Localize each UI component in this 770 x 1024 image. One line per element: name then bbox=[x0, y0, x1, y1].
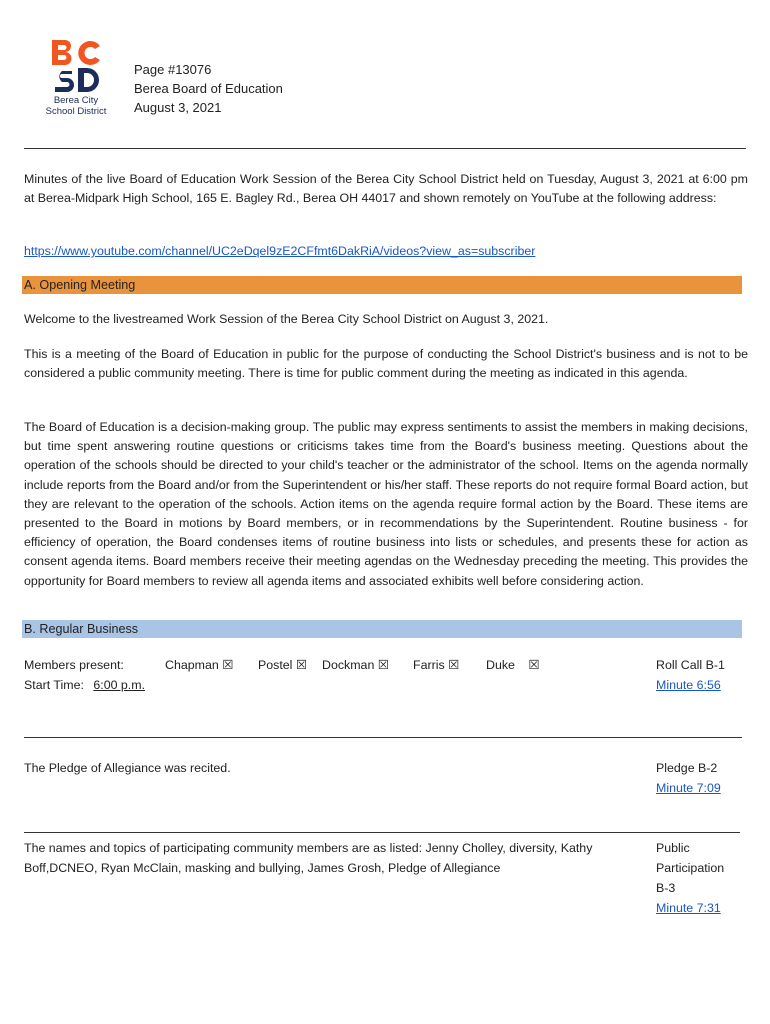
member-name: Postel bbox=[258, 658, 293, 672]
pledge-minute-link[interactable]: Minute 7:09 bbox=[656, 781, 721, 795]
public-participation-reference bbox=[656, 838, 724, 918]
meeting-date: August 3, 2021 bbox=[134, 100, 222, 115]
logo-text-line1: Berea City bbox=[53, 95, 99, 106]
start-time-label: Start Time: bbox=[24, 678, 84, 692]
member-name: Chapman bbox=[165, 658, 219, 672]
member-name: Duke bbox=[486, 658, 515, 672]
checked-box-icon: ☒ bbox=[448, 658, 460, 672]
pledge-label: Pledge B-2 bbox=[656, 761, 718, 775]
organization-name: Berea Board of Education bbox=[134, 81, 283, 96]
divider bbox=[24, 832, 740, 833]
public-label: Public bbox=[656, 841, 690, 855]
member-dockman bbox=[322, 655, 389, 675]
district-logo bbox=[36, 38, 116, 120]
section-number: B-3 bbox=[656, 881, 676, 895]
public-meeting-paragraph: This is a meeting of the Board of Education in public for the purpose of conducting the School District's business and is not to be considered a public community meeting. There is time for public comment during the meeting as indicated in this agenda. bbox=[24, 347, 748, 381]
checked-box-icon: ☒ bbox=[295, 658, 307, 672]
section-b-header: B. Regular Business bbox=[22, 620, 742, 638]
roll-call-label: Roll Call B-1 bbox=[656, 658, 725, 672]
logo-caption bbox=[36, 95, 116, 117]
checked-box-icon: ☒ bbox=[528, 658, 540, 672]
public-minute-link[interactable]: Minute 7:31 bbox=[656, 901, 721, 915]
document-header bbox=[134, 60, 283, 117]
member-farris bbox=[413, 655, 459, 675]
start-time bbox=[24, 675, 145, 695]
members-present-label: Members present: bbox=[24, 658, 124, 672]
participation-label: Participation bbox=[656, 861, 725, 875]
checked-box-icon: ☒ bbox=[377, 658, 389, 672]
roll-call-minute-link[interactable]: Minute 6:56 bbox=[656, 678, 721, 692]
roll-call-reference bbox=[656, 655, 725, 695]
member-name: Dockman bbox=[322, 658, 375, 672]
section-a-header: A. Opening Meeting bbox=[22, 276, 742, 294]
member-postel bbox=[258, 655, 307, 675]
board-role-paragraph: The Board of Education is a decision-making group. The public may express sentiments to assist the members in making decisions, but time spent answering routine questions or criticisms takes time from the Board's business meeting. Questions about the operation of the schools should be directed to your child's teacher or the administrator of the school. Items on the agenda normally include reports from the Board and/or from the Superintendent or his/her staff. These reports do not require formal Board action, but they are relevant to the operation of the schools. Action items on the agenda require formal action by the Board. These items are presented to the Board in motions by Board members, or in recommendations by the Superintendent. Routine business - for efficiency of operation, the Board condenses items of routine business into lists or schedules, and presents these for action as consent agenda items. Board members receive their meeting agendas on the Wednesday preceding the meeting. This provides the opportunity for Board members to review all agenda items and associated exhibits well before considering action. bbox=[24, 420, 748, 588]
start-time-value: 6:00 p.m. bbox=[93, 678, 146, 692]
member-duke bbox=[486, 655, 540, 675]
checked-box-icon: ☒ bbox=[222, 658, 234, 672]
pledge-text: The Pledge of Allegiance was recited. bbox=[24, 761, 231, 775]
youtube-link[interactable]: https://www.youtube.com/channel/UC2eDqel9zE2CFfmt6DakRiA/videos?view_as=subscriber bbox=[24, 244, 536, 258]
public-participation-text: The names and topics of participating community members are as listed: Jenny Cholley, diversity, Kathy Boff,DCNEO, Ryan McClain, masking and bullying, James Grosh, Pledge of Allegiance bbox=[24, 841, 593, 875]
intro-text: Minutes of the live Board of Education Work Session of the Berea City School District held on Tuesday, August 3, 2021 at 6:00 pm at Berea-Midpark High School, 165 E. Bagley Rd., Berea OH 44017 and shown remotely on YouTube at the following address: bbox=[24, 172, 748, 206]
pledge-reference bbox=[656, 758, 721, 798]
member-chapman bbox=[165, 655, 233, 675]
welcome-text: Welcome to the livestreamed Work Session of the Berea City School District on August 3, 2021. bbox=[24, 312, 549, 326]
page-number: Page #13076 bbox=[134, 62, 212, 77]
logo-text-line2: School District bbox=[45, 106, 107, 117]
member-name: Farris bbox=[413, 658, 445, 672]
header-divider bbox=[24, 148, 746, 149]
divider bbox=[24, 737, 742, 738]
bcsd-logo-mark bbox=[50, 38, 102, 94]
